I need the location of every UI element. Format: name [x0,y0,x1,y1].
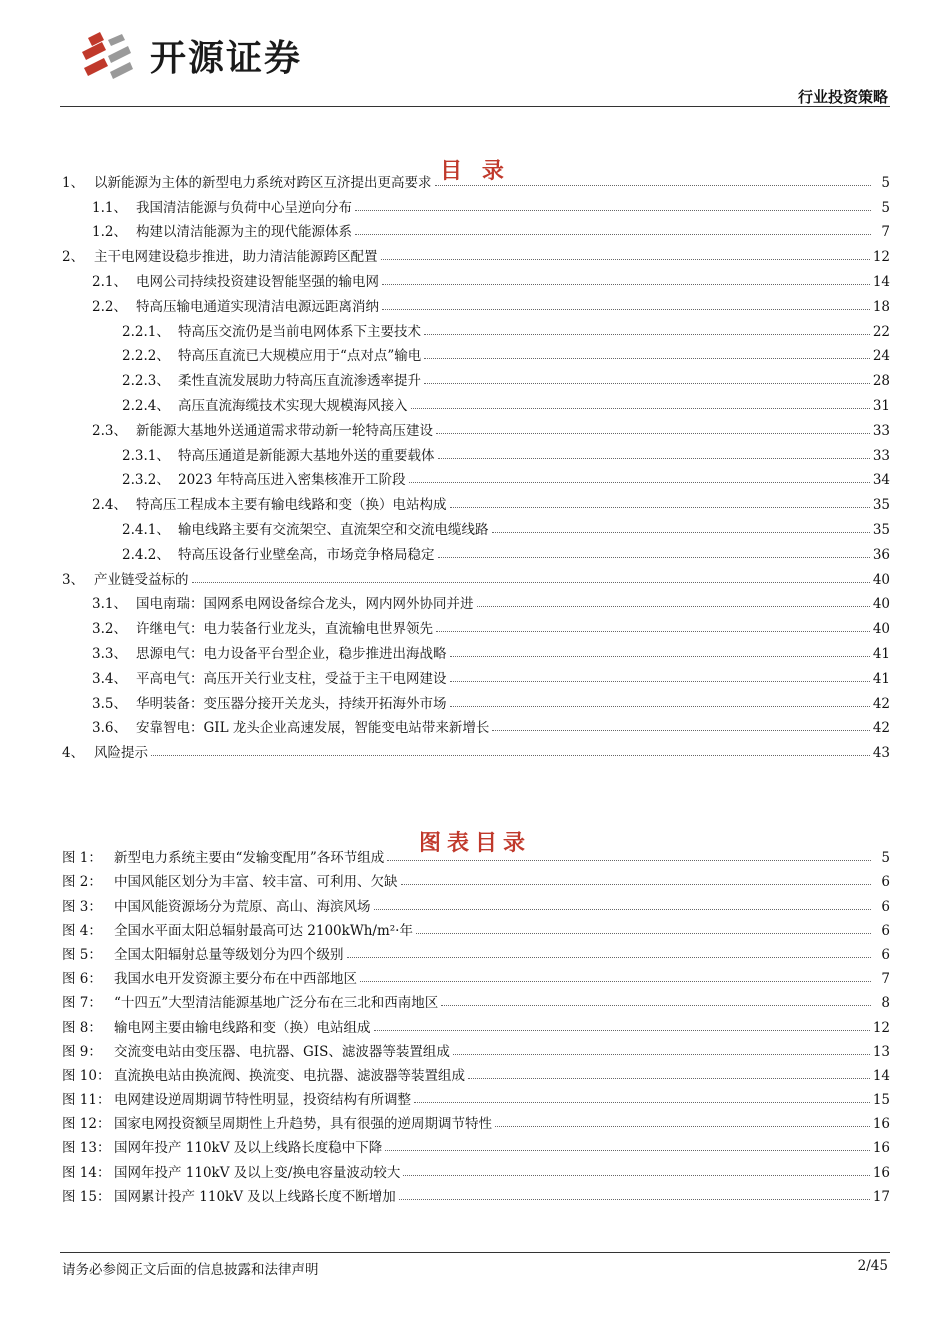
toc-page: 42 [872,720,890,737]
toc-leader-dots [435,185,872,186]
toc-number: 2.2.3、 [122,373,170,390]
toc-text: 以新能源为主体的新型电力系统对跨区互济提出更高要求 [94,174,432,191]
toc-title: 目 录 [440,159,510,184]
toc-page: 31 [872,397,890,414]
figure-leader-dots [385,1150,870,1151]
figure-entry[interactable] [62,842,890,866]
toc-entry[interactable] [62,315,890,340]
figure-leader-dots [468,1078,870,1079]
figure-leader-dots [403,1175,869,1176]
toc-leader-dots [436,631,870,632]
figure-leader-dots [374,909,872,910]
figure-entry[interactable] [62,939,890,963]
toc-text: 特高压直流已大规模应用于“点对点”输电 [178,348,422,365]
toc-leader-dots [355,234,871,235]
figure-entry[interactable] [62,1011,890,1035]
figure-number: 图 2： [62,874,102,891]
toc-entry[interactable] [62,538,890,563]
toc-page: 24 [872,348,890,365]
toc-entry[interactable] [62,389,890,414]
figure-number: 图 11： [62,1092,111,1109]
toc-entry[interactable] [62,290,890,315]
figure-entry[interactable] [62,866,890,890]
toc-list [62,166,890,761]
toc-text: 2023 年特高压进入密集核准开工阶段 [178,472,406,489]
toc-entry[interactable] [62,340,890,365]
toc-page: 34 [872,472,890,489]
figure-entry[interactable] [62,890,890,914]
toc-page: 33 [872,422,890,439]
toc-text: 输电线路主要有交流架空、直流架空和交流电缆线路 [178,521,489,538]
toc-entry[interactable] [62,563,890,588]
toc-page: 40 [872,621,890,638]
toc-number: 2.1、 [92,273,127,290]
figure-text: 国网累计投产 110kV 及以上线路长度不断增加 [114,1188,396,1205]
toc-leader-dots [492,532,870,533]
figure-page: 16 [872,1140,890,1157]
toc-page: 33 [872,447,890,464]
figure-entry[interactable] [62,915,890,939]
toc-page: 7 [881,224,890,241]
figure-text: “十四五”大型清洁能源基地广泛分布在三北和西南地区 [114,995,439,1012]
toc-leader-dots [192,582,870,583]
toc-entry[interactable] [62,588,890,613]
figure-leader-dots [441,1005,871,1006]
toc-number: 3.3、 [92,645,127,662]
toc-entry[interactable] [62,216,890,241]
toc-text: 新能源大基地外送通道需求带动新一轮特高压建设 [136,422,433,439]
figure-number: 图 3： [62,898,102,915]
toc-page: 5 [881,199,890,216]
figure-entry[interactable] [62,1181,890,1205]
toc-text: 许继电气：电力装备行业龙头，直流输电世界领先 [136,621,433,638]
toc-page: 35 [872,521,890,538]
toc-number: 2.3.2、 [122,472,170,489]
figure-leader-dots [387,860,871,861]
figure-number: 图 6： [62,971,102,988]
toc-entry[interactable] [62,612,890,637]
toc-text: 国电南瑞：国网系电网设备综合龙头，网内网外协同并进 [136,596,474,613]
toc-number: 2.4、 [92,497,127,514]
footer-disclaimer: 请务必参阅正文后面的信息披露和法律声明 [62,1262,319,1278]
figure-leader-dots [347,957,872,958]
toc-number: 1.2、 [92,224,127,241]
figure-text: 新型电力系统主要由“发输变配用”各环节组成 [114,850,385,867]
toc-entry[interactable] [62,265,890,290]
toc-text: 特高压通道是新能源大基地外送的重要载体 [178,447,435,464]
toc-number: 3.5、 [92,695,127,712]
toc-number: 2.3.1、 [122,447,170,464]
figure-number: 图 15： [62,1188,111,1205]
figure-text: 全国太阳辐射总量等级划分为四个级别 [114,946,344,963]
toc-leader-dots [409,482,870,483]
figure-text: 国网年投产 110kV 及以上变/换电容量波动较大 [114,1164,401,1181]
figure-number: 图 14： [62,1164,111,1181]
toc-number: 2、 [62,249,85,266]
toc-leader-dots [151,755,870,756]
toc-text: 平高电气：高压开关行业支柱，受益于主干电网建设 [136,670,447,687]
toc-leader-dots [424,334,870,335]
toc-page: 5 [881,174,890,191]
toc-number: 3.2、 [92,621,127,638]
toc-text: 高压直流海缆技术实现大规模海风接入 [178,397,408,414]
toc-leader-dots [382,309,870,310]
toc-page: 41 [872,670,890,687]
toc-leader-dots [438,557,870,558]
toc-entry[interactable] [62,736,890,761]
toc-text: 华明装备：变压器分接开关龙头，持续开拓海外市场 [136,695,447,712]
figure-leader-dots [453,1054,870,1055]
toc-text: 电网公司持续投资建设智能坚强的输电网 [136,273,379,290]
toc-text: 主干电网建设稳步推进，助力清洁能源跨区配置 [94,249,378,266]
header-divider [60,106,890,107]
toc-number: 2.3、 [92,422,127,439]
figure-text: 交流变电站由变压器、电抗器、GIS、滤波器等装置组成 [114,1043,450,1060]
figure-page: 6 [881,946,890,963]
figure-page: 16 [872,1116,890,1133]
toc-leader-dots [355,210,871,211]
brand-name: 开源证券 [150,38,303,79]
figure-number: 图 10： [62,1067,111,1084]
toc-page: 18 [872,298,890,315]
figure-text: 全国水平面太阳总辐射最高可达 2100kWh/m²·年 [114,922,413,939]
toc-entry[interactable] [62,712,890,737]
figure-leader-dots [360,981,871,982]
figure-page: 14 [872,1067,890,1084]
toc-leader-dots [411,408,870,409]
toc-entry[interactable] [62,488,890,513]
figure-page: 15 [872,1092,890,1109]
figure-text: 中国风能资源场分为荒原、高山、海滨风场 [114,898,371,915]
figure-page: 7 [881,971,890,988]
figure-leader-dots [416,933,871,934]
figure-entry[interactable] [62,1156,890,1180]
brand-logo [78,28,368,84]
toc-text: 产业链受益标的 [94,571,189,588]
toc-leader-dots [477,606,870,607]
toc-leader-dots [424,383,870,384]
figure-leader-dots [374,1030,870,1031]
toc-text: 构建以清洁能源为主的现代能源体系 [136,224,352,241]
figure-entry[interactable] [62,1132,890,1156]
toc-number: 3.1、 [92,596,127,613]
toc-entry[interactable] [62,414,890,439]
toc-page: 41 [872,645,890,662]
figure-number: 图 13： [62,1140,111,1157]
toc-page: 22 [872,323,890,340]
figure-page: 6 [881,898,890,915]
figure-leader-dots [401,884,872,885]
toc-number: 1、 [62,174,85,191]
figure-text: 中国风能区划分为丰富、较丰富、可利用、欠缺 [114,874,398,891]
toc-number: 2.2、 [92,298,127,315]
toc-entry[interactable] [62,166,890,191]
figure-text: 国网年投产 110kV 及以上线路长度稳中下降 [114,1140,383,1157]
toc-leader-dots [381,259,870,260]
toc-page: 28 [872,373,890,390]
figure-number: 图 4： [62,922,102,939]
toc-leader-dots [450,656,870,657]
toc-number: 3、 [62,571,85,588]
toc-text: 特高压交流仍是当前电网体系下主要技术 [178,323,421,340]
toc-leader-dots [450,681,870,682]
toc-entry[interactable] [62,687,890,712]
figure-page: 6 [881,922,890,939]
toc-entry[interactable] [62,364,890,389]
figure-page: 8 [881,995,890,1012]
figure-text: 电网建设逆周期调节特性明显，投资结构有所调整 [114,1092,411,1109]
toc-entry[interactable] [62,662,890,687]
toc-number: 1.1、 [92,199,127,216]
figure-text: 直流换电站由换流阀、换流变、电抗器、滤波器等装置组成 [114,1067,465,1084]
figure-text: 国家电网投资额呈周期性上升趋势，具有很强的逆周期调节特性 [114,1116,492,1133]
figure-page: 16 [872,1164,890,1181]
toc-leader-dots [436,433,870,434]
figures-list [62,842,890,1205]
figure-number: 图 12： [62,1116,111,1133]
figure-text: 我国水电开发资源主要分布在中西部地区 [114,971,357,988]
toc-page: 40 [872,596,890,613]
figure-leader-dots [414,1102,870,1103]
figure-entry[interactable] [62,987,890,1011]
toc-entry[interactable] [62,439,890,464]
figure-page: 17 [872,1188,890,1205]
toc-entry[interactable] [62,191,890,216]
toc-text: 特高压设备行业壁垒高，市场竞争格局稳定 [178,546,435,563]
toc-entry[interactable] [62,513,890,538]
toc-leader-dots [438,458,870,459]
toc-leader-dots [450,706,870,707]
figure-page: 12 [872,1019,890,1036]
figures-title: 图表目录 [418,831,531,856]
figure-entry[interactable] [62,1036,890,1060]
toc-page: 35 [872,497,890,514]
toc-leader-dots [492,730,869,731]
figure-entry[interactable] [62,1108,890,1132]
toc-page: 40 [872,571,890,588]
toc-number: 2.2.2、 [122,348,170,365]
toc-text: 思源电气：电力设备平台型企业，稳步推进出海战略 [136,645,447,662]
footer-divider [60,1252,890,1253]
footer-page-number: 2/45 [857,1258,888,1274]
figure-page: 13 [872,1043,890,1060]
toc-leader-dots [424,358,870,359]
toc-page: 14 [872,273,890,290]
toc-entry[interactable] [62,637,890,662]
toc-page: 43 [872,745,890,762]
toc-number: 3.6、 [92,720,127,737]
toc-leader-dots [450,507,870,508]
figure-page: 6 [881,874,890,891]
figure-entry[interactable] [62,963,890,987]
figure-leader-dots [495,1126,870,1127]
report-type-tag: 行业投资策略 [797,88,888,106]
figure-text: 输电网主要由输电线路和变（换）电站组成 [114,1019,371,1036]
toc-number: 2.4.2、 [122,546,170,563]
toc-text: 柔性直流发展助力特高压直流渗透率提升 [178,373,421,390]
figure-number: 图 8： [62,1019,102,1036]
toc-entry[interactable] [62,464,890,489]
toc-leader-dots [382,284,870,285]
figure-page: 5 [881,850,890,867]
toc-page: 12 [872,249,890,266]
figure-number: 图 5： [62,946,102,963]
toc-text: 风险提示 [94,745,148,762]
figure-entry[interactable] [62,1060,890,1084]
toc-page: 36 [872,546,890,563]
figure-number: 图 7： [62,995,102,1012]
page-header [0,0,950,110]
toc-number: 2.2.4、 [122,397,170,414]
toc-number: 2.2.1、 [122,323,170,340]
figure-number: 图 9： [62,1043,102,1060]
toc-text: 特高压工程成本主要有输电线路和变（换）电站构成 [136,497,447,514]
logo-mark-icon [78,28,138,84]
toc-page: 42 [872,695,890,712]
toc-entry[interactable] [62,240,890,265]
toc-number: 4、 [62,745,85,762]
toc-number: 3.4、 [92,670,127,687]
toc-text: 安靠智电：GIL 龙头企业高速发展，智能变电站带来新增长 [136,720,490,737]
toc-text: 特高压输电通道实现清洁电源远距离消纳 [136,298,379,315]
figure-number: 图 1： [62,850,102,867]
toc-text: 我国清洁能源与负荷中心呈逆向分布 [136,199,352,216]
figure-entry[interactable] [62,1084,890,1108]
toc-number: 2.4.1、 [122,521,170,538]
figure-leader-dots [399,1199,870,1200]
